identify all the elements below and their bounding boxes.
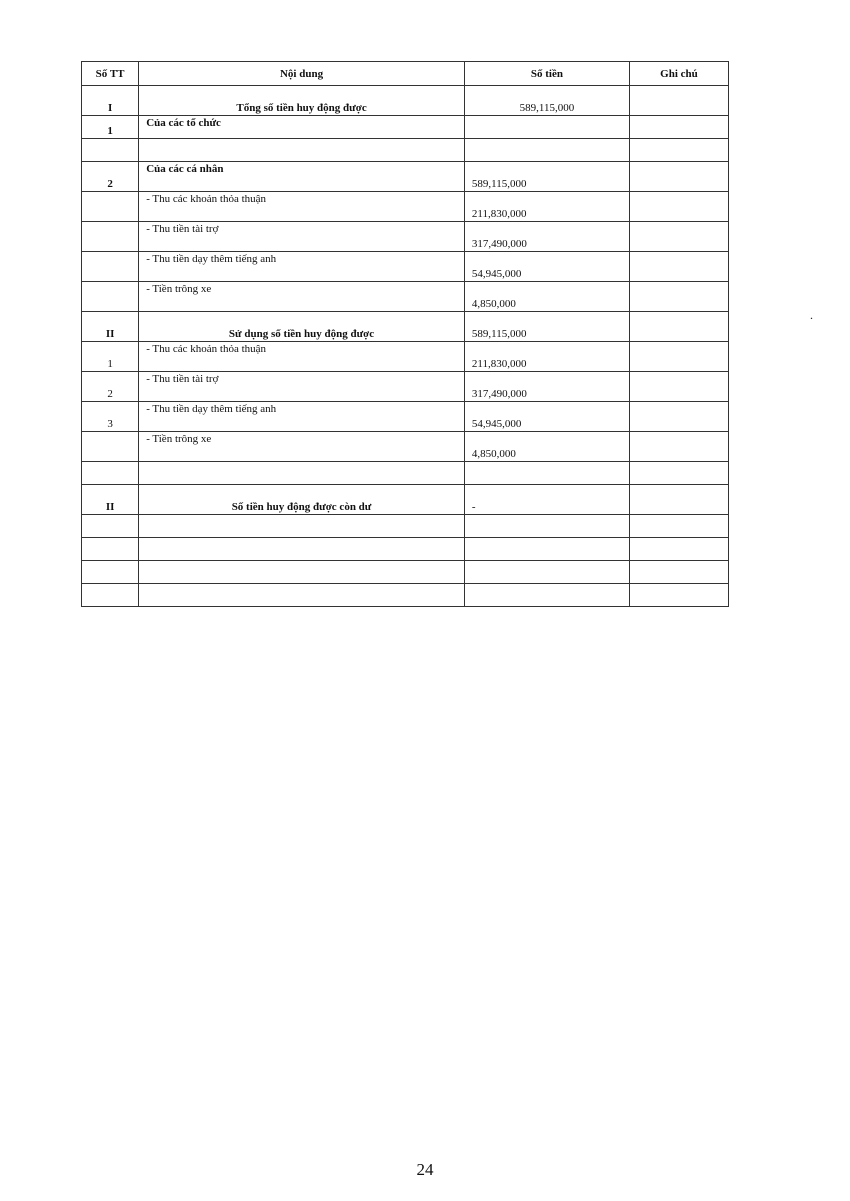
row-ghi-chu [629, 402, 728, 432]
row-ghi-chu [629, 462, 728, 485]
row-so-tien: 4,850,000 [464, 432, 629, 462]
row-so-tien: 589,115,000 [464, 312, 629, 342]
row-stt [82, 462, 139, 485]
table-header-row [82, 62, 729, 86]
table-row [82, 139, 729, 162]
row-so-tien: 211,830,000 [464, 192, 629, 222]
row-so-tien: - [464, 485, 629, 515]
table-row [82, 86, 729, 116]
table-row [82, 162, 729, 192]
row-ghi-chu [629, 432, 728, 462]
fund-table [81, 61, 729, 607]
table-row [82, 372, 729, 402]
header-ghi-chu: Ghi chú [629, 62, 728, 86]
header-stt: Số TT [82, 62, 139, 86]
table-row [82, 485, 729, 515]
row-noi-dung: - Thu tiền tài trợ [139, 222, 465, 252]
stray-mark: . [810, 308, 813, 322]
row-stt [82, 192, 139, 222]
row-stt [82, 432, 139, 462]
row-so-tien: 54,945,000 [464, 402, 629, 432]
row-ghi-chu [629, 139, 728, 162]
row-noi-dung: Sử dụng số tiền huy động được [139, 312, 465, 342]
row-noi-dung: - Thu tiền dạy thêm tiếng anh [139, 402, 465, 432]
row-so-tien: 4,850,000 [464, 282, 629, 312]
row-noi-dung: Của các tổ chức [139, 116, 465, 139]
row-stt: 2 [82, 162, 139, 192]
row-stt: II [82, 485, 139, 515]
table-row [82, 402, 729, 432]
row-so-tien: 317,490,000 [464, 372, 629, 402]
table-row [82, 192, 729, 222]
row-noi-dung: Của các cá nhân [139, 162, 465, 192]
row-so-tien: 589,115,000 [464, 162, 629, 192]
table-row [82, 342, 729, 372]
row-ghi-chu [629, 372, 728, 402]
header-so-tien: Số tiền [464, 62, 629, 86]
row-stt [82, 252, 139, 282]
table-row-empty [82, 538, 729, 561]
row-noi-dung: - Tiền trông xe [139, 282, 465, 312]
row-stt [82, 282, 139, 312]
table-row-empty [82, 584, 729, 607]
row-ghi-chu [629, 162, 728, 192]
row-so-tien: 317,490,000 [464, 222, 629, 252]
table-row [82, 116, 729, 139]
table-row [82, 282, 729, 312]
row-noi-dung: Tổng số tiền huy động được [139, 86, 465, 116]
row-stt: 1 [82, 342, 139, 372]
row-noi-dung: - Thu các khoản thỏa thuận [139, 342, 465, 372]
table-row [82, 252, 729, 282]
row-ghi-chu [629, 342, 728, 372]
row-noi-dung [139, 139, 465, 162]
row-ghi-chu [629, 282, 728, 312]
row-ghi-chu [629, 222, 728, 252]
row-ghi-chu [629, 192, 728, 222]
row-noi-dung: - Thu tiền dạy thêm tiếng anh [139, 252, 465, 282]
row-stt: 1 [82, 116, 139, 139]
row-so-tien [464, 139, 629, 162]
row-ghi-chu [629, 86, 728, 116]
row-so-tien [464, 462, 629, 485]
row-stt: I [82, 86, 139, 116]
row-noi-dung: - Thu các khoản thỏa thuận [139, 192, 465, 222]
table-row [82, 462, 729, 485]
table-row-empty [82, 561, 729, 584]
row-stt: 2 [82, 372, 139, 402]
row-ghi-chu [629, 312, 728, 342]
row-stt [82, 139, 139, 162]
row-stt: 3 [82, 402, 139, 432]
row-stt [82, 222, 139, 252]
table-row [82, 312, 729, 342]
row-so-tien: 54,945,000 [464, 252, 629, 282]
row-ghi-chu [629, 485, 728, 515]
table-row [82, 432, 729, 462]
table-row-empty [82, 515, 729, 538]
row-ghi-chu [629, 116, 728, 139]
header-noi-dung: Nội dung [139, 62, 465, 86]
row-noi-dung: - Thu tiền tài trợ [139, 372, 465, 402]
table-row [82, 222, 729, 252]
row-so-tien: 589,115,000 [464, 86, 629, 116]
page-number: 24 [416, 1160, 434, 1179]
row-so-tien: 211,830,000 [464, 342, 629, 372]
row-noi-dung: - Tiền trông xe [139, 432, 465, 462]
row-ghi-chu [629, 252, 728, 282]
row-stt: II [82, 312, 139, 342]
row-noi-dung [139, 462, 465, 485]
row-so-tien [464, 116, 629, 139]
row-noi-dung: Số tiền huy động được còn dư [139, 485, 465, 515]
